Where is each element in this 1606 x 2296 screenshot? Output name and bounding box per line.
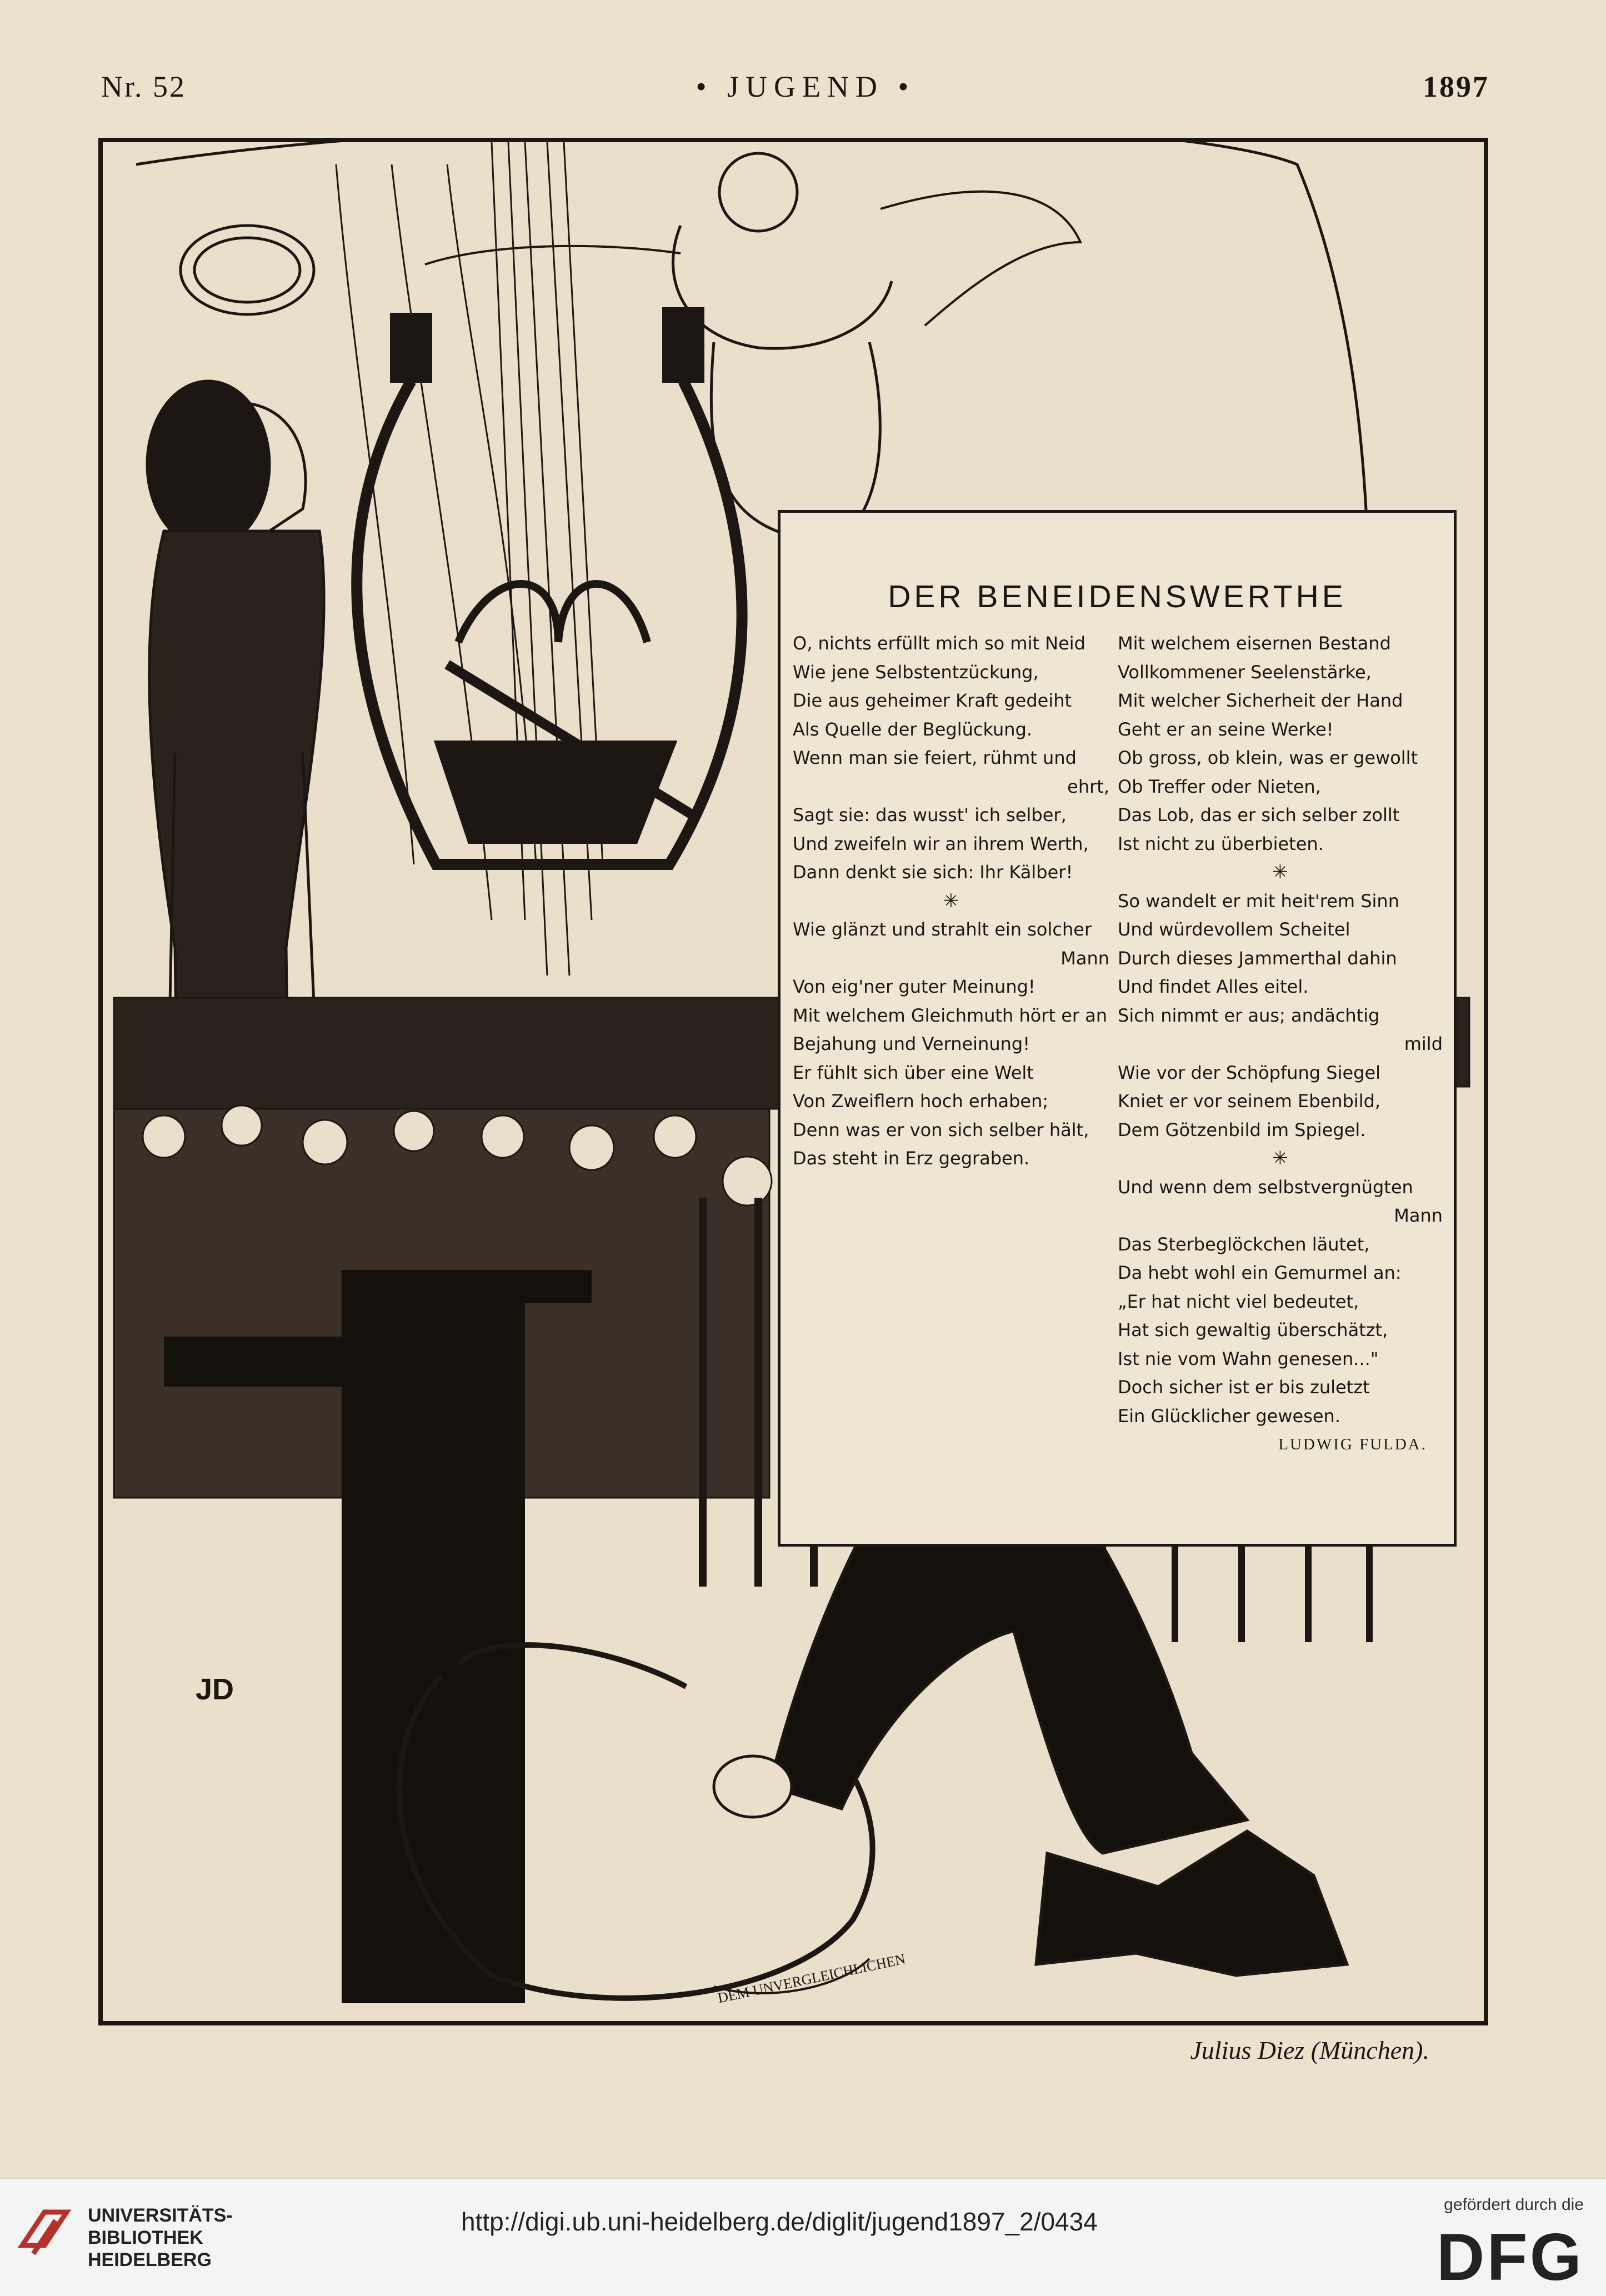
wreath-held [181,226,314,314]
poem-line: Geht er an seine Werke! [1118,718,1334,740]
poem-panel [778,510,1457,1547]
wreath-ribbon-text: DEM UNVERGLEICHLICHEN [716,1950,907,2007]
poem-right-column [1118,629,1443,1459]
poem-line: Mit welchem Gleichmuth hört er an [793,1004,1108,1026]
funding-note: gefördert durch die [1444,2195,1584,2214]
stanza-divider: ✳ [1272,861,1288,883]
poem-line: Bejahung und Verneinung! [793,1033,1030,1054]
poem-line: „Er hat nicht viel bedeutet, [1118,1290,1359,1312]
poem-line: Mann [1060,947,1109,969]
poem-line: O, nichts erfüllt mich so mit Neid [793,633,1085,654]
poem-line: Doch sicher ist er bis zuletzt [1118,1377,1370,1398]
poem-line: Wie jene Selbstentzückung, [793,661,1039,683]
poem-line: Und würdevollem Scheitel [1118,919,1350,940]
poem-line: Ein Glücklicher gewesen. [1118,1405,1340,1427]
poem-line: Dem Götzenbild im Spiegel. [1118,1119,1366,1141]
poem-line: Kniet er vor seinem Ebenbild, [1118,1091,1381,1112]
poem-line: Durch dieses Jammerthal dahin [1118,947,1397,969]
issue-year: 1897 [1423,70,1489,103]
magazine-title: • JUGEND • [696,70,915,103]
poem-line: Sich nimmt er aus; andächtig [1118,1004,1380,1026]
poem-line: Dann denkt sie sich: Ihr Kälber! [793,862,1073,883]
poem-line: Da hebt wohl ein Gemurmel an: [1118,1262,1402,1283]
poem-line: Ob Treffer oder Nieten, [1118,776,1321,797]
university-library-logo[interactable] [17,2201,78,2262]
poem-line: Und findet Alles eitel. [1118,976,1309,997]
poem-line: So wandelt er mit heit'rem Sinn [1118,890,1399,912]
poem-line: Und wenn dem selbstvergnügten [1118,1176,1413,1198]
poem-author: LUDWIG FULDA. [1278,1435,1427,1453]
poem-line: Vollkommener Seelenstärke, [1118,661,1372,683]
poem-left-column [793,629,1109,1173]
poem-line: Denn was er von sich selber hält, [793,1119,1089,1141]
poem-line: Und zweifeln wir an ihrem Werth, [793,833,1089,854]
poem-line: Hat sich gewaltig überschätzt, [1118,1319,1388,1340]
poem-line: Wenn man sie feiert, rühmt und [793,747,1077,768]
viewer-footer [0,2178,1606,2296]
poem-line: Sagt sie: das wusst' ich selber, [793,804,1067,826]
poem-line: Von eig'ner guter Meinung! [793,976,1035,997]
poem-line: Mann [1394,1205,1443,1226]
poem-line: Mit welcher Sicherheit der Hand [1118,690,1403,711]
dfg-logo[interactable]: DFG [1436,2220,1584,2294]
poem-line: Das steht in Erz gegraben. [793,1148,1030,1169]
poem-line: Ist nicht zu überbieten. [1118,833,1324,854]
poem-line: Ob gross, ob klein, was er gewollt [1118,747,1418,768]
library-name: UNIVERSITÄTS- BIBLIOTHEK HEIDELBERG [88,2205,233,2270]
poem-line: Wie vor der Schöpfung Siegel [1118,1062,1381,1083]
poem-line: Von Zweiflern hoch erhaben; [793,1091,1049,1112]
poem-line: Die aus geheimer Kraft gedeiht [793,690,1072,711]
artist-monogram: JD [196,1673,234,1706]
poem-line: Ist nie vom Wahn genesen..." [1118,1348,1379,1369]
poem-line: Wie glänzt und strahlt ein solcher [793,919,1092,940]
illustrator-credit: Julius Diez (München). [1190,2036,1429,2064]
angel-figure [425,153,1080,542]
poem-line: mild [1404,1033,1443,1054]
poem-line: Das Sterbeglöckchen läutet, [1118,1233,1370,1255]
poem-line: Das Lob, das er sich selber zollt [1118,804,1400,826]
poem-line: Als Quelle der Beglückung. [793,718,1033,740]
light-beams [492,142,603,976]
stanza-divider: ✳ [943,889,959,912]
poem-line: ehrt, [1067,776,1109,797]
poem-title: DER BENEIDENSWERTHE [888,579,1347,614]
ribbon-banner [714,1950,907,2006]
stanza-divider: ✳ [1272,1147,1288,1169]
poem-line: Er fühlt sich über eine Welt [793,1062,1034,1083]
issue-number: Nr. 52 [101,70,186,103]
poem-line: Mit welchem eisernen Bestand [1118,633,1391,654]
page-url-link[interactable]: http://digi.ub.uni-heidelberg.de/diglit/jugend1897_2/0434 [461,2207,1098,2236]
